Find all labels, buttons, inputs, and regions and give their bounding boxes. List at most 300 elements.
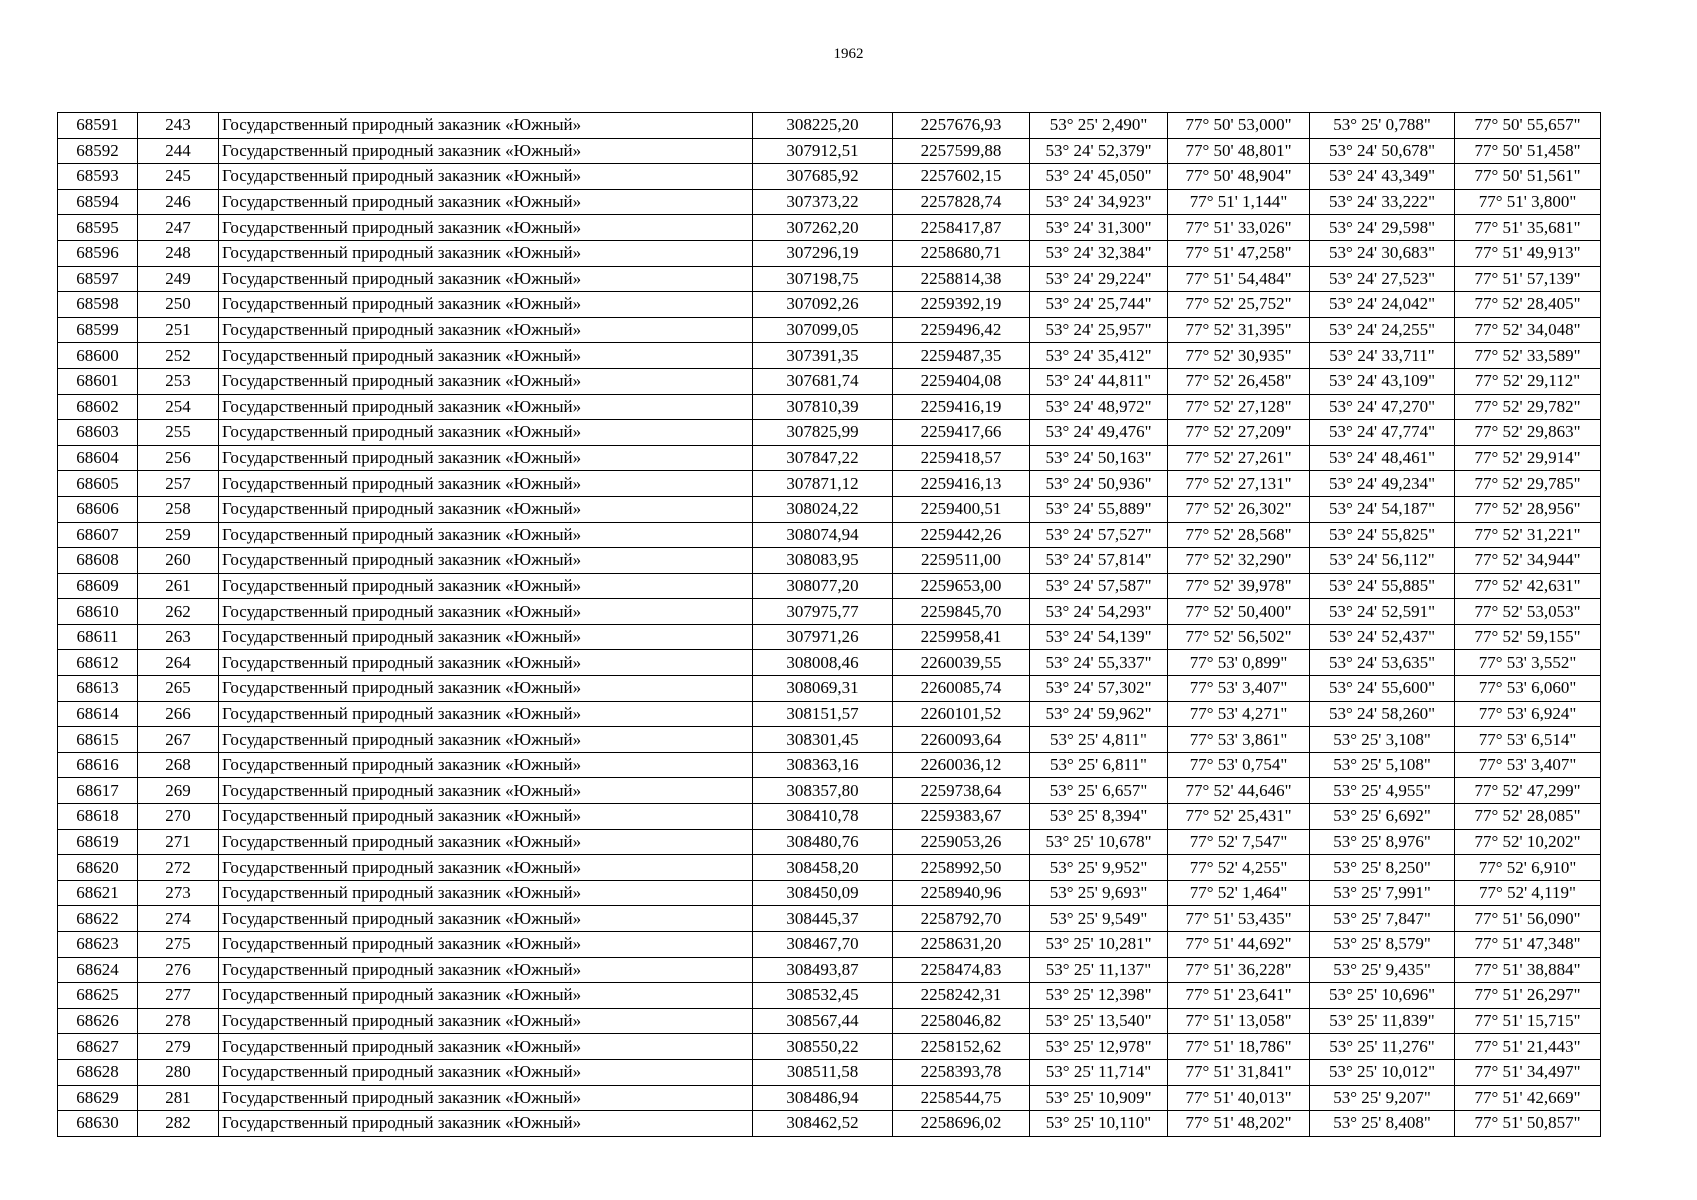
y-coordinate-cell: 2259738,64 — [893, 778, 1030, 804]
latitude-1-cell: 53° 24' 55,889" — [1030, 496, 1168, 522]
record-id-cell: 68598 — [58, 292, 138, 318]
latitude-1-cell: 53° 24' 31,300" — [1030, 215, 1168, 241]
reserve-name-cell: Государственный природный заказник «Южный» — [219, 138, 753, 164]
table-row — [58, 804, 1601, 830]
y-coordinate-cell: 2260101,52 — [893, 701, 1030, 727]
latitude-2-cell: 53° 24' 47,774" — [1310, 420, 1455, 446]
reserve-name-cell: Государственный природный заказник «Южный» — [219, 573, 753, 599]
record-id-cell: 68626 — [58, 1008, 138, 1034]
latitude-2-cell: 53° 25' 8,976" — [1310, 829, 1455, 855]
reserve-name-cell: Государственный природный заказник «Южный» — [219, 957, 753, 983]
record-id-cell: 68616 — [58, 752, 138, 778]
longitude-1-cell: 77° 53' 3,407" — [1168, 676, 1310, 702]
longitude-2-cell: 77° 50' 51,458" — [1455, 138, 1601, 164]
reserve-name-cell: Государственный природный заказник «Южный» — [219, 113, 753, 139]
table-row — [58, 496, 1601, 522]
record-id-cell: 68601 — [58, 368, 138, 394]
longitude-2-cell: 77° 51' 21,443" — [1455, 1034, 1601, 1060]
reserve-name-cell: Государственный природный заказник «Южный» — [219, 189, 753, 215]
y-coordinate-cell: 2259496,42 — [893, 317, 1030, 343]
point-number-cell: 243 — [138, 113, 219, 139]
table-row — [58, 138, 1601, 164]
reserve-name-cell: Государственный природный заказник «Южный» — [219, 164, 753, 190]
longitude-1-cell: 77° 53' 0,754" — [1168, 752, 1310, 778]
latitude-1-cell: 53° 24' 55,337" — [1030, 650, 1168, 676]
x-coordinate-cell: 308532,45 — [753, 983, 893, 1009]
longitude-1-cell: 77° 52' 44,646" — [1168, 778, 1310, 804]
latitude-1-cell: 53° 25' 12,398" — [1030, 983, 1168, 1009]
longitude-2-cell: 77° 51' 34,497" — [1455, 1059, 1601, 1085]
point-number-cell: 250 — [138, 292, 219, 318]
longitude-1-cell: 77° 50' 48,904" — [1168, 164, 1310, 190]
longitude-2-cell: 77° 52' 34,048" — [1455, 317, 1601, 343]
table-row — [58, 1034, 1601, 1060]
longitude-1-cell: 77° 52' 27,128" — [1168, 394, 1310, 420]
x-coordinate-cell: 307825,99 — [753, 420, 893, 446]
longitude-2-cell: 77° 52' 29,863" — [1455, 420, 1601, 446]
reserve-name-cell: Государственный природный заказник «Южный» — [219, 855, 753, 881]
table-row — [58, 727, 1601, 753]
longitude-2-cell: 77° 51' 3,800" — [1455, 189, 1601, 215]
longitude-2-cell: 77° 52' 28,405" — [1455, 292, 1601, 318]
latitude-1-cell: 53° 25' 10,110" — [1030, 1111, 1168, 1137]
reserve-name-cell: Государственный природный заказник «Южный» — [219, 368, 753, 394]
record-id-cell: 68604 — [58, 445, 138, 471]
table-row — [58, 1008, 1601, 1034]
longitude-1-cell: 77° 53' 3,861" — [1168, 727, 1310, 753]
record-id-cell: 68619 — [58, 829, 138, 855]
longitude-1-cell: 77° 52' 26,458" — [1168, 368, 1310, 394]
longitude-1-cell: 77° 51' 40,013" — [1168, 1085, 1310, 1111]
latitude-2-cell: 53° 24' 24,042" — [1310, 292, 1455, 318]
table-row — [58, 829, 1601, 855]
x-coordinate-cell: 308363,16 — [753, 752, 893, 778]
x-coordinate-cell: 308357,80 — [753, 778, 893, 804]
reserve-name-cell: Государственный природный заказник «Южный» — [219, 522, 753, 548]
table-row — [58, 701, 1601, 727]
table-row — [58, 855, 1601, 881]
point-number-cell: 252 — [138, 343, 219, 369]
latitude-2-cell: 53° 24' 50,678" — [1310, 138, 1455, 164]
x-coordinate-cell: 307391,35 — [753, 343, 893, 369]
y-coordinate-cell: 2260039,55 — [893, 650, 1030, 676]
longitude-1-cell: 77° 52' 30,935" — [1168, 343, 1310, 369]
reserve-name-cell: Государственный природный заказник «Южный» — [219, 650, 753, 676]
point-number-cell: 282 — [138, 1111, 219, 1137]
x-coordinate-cell: 308301,45 — [753, 727, 893, 753]
latitude-2-cell: 53° 24' 55,885" — [1310, 573, 1455, 599]
longitude-1-cell: 77° 52' 27,209" — [1168, 420, 1310, 446]
latitude-1-cell: 53° 25' 9,693" — [1030, 880, 1168, 906]
latitude-2-cell: 53° 25' 0,788" — [1310, 113, 1455, 139]
reserve-name-cell: Государственный природный заказник «Южный» — [219, 1034, 753, 1060]
latitude-1-cell: 53° 24' 54,139" — [1030, 624, 1168, 650]
y-coordinate-cell: 2258152,62 — [893, 1034, 1030, 1060]
point-number-cell: 271 — [138, 829, 219, 855]
longitude-2-cell: 77° 53' 3,407" — [1455, 752, 1601, 778]
record-id-cell: 68599 — [58, 317, 138, 343]
table-row — [58, 215, 1601, 241]
longitude-2-cell: 77° 51' 47,348" — [1455, 932, 1601, 958]
longitude-1-cell: 77° 52' 26,302" — [1168, 496, 1310, 522]
point-number-cell: 266 — [138, 701, 219, 727]
point-number-cell: 248 — [138, 240, 219, 266]
latitude-1-cell: 53° 25' 2,490" — [1030, 113, 1168, 139]
y-coordinate-cell: 2258940,96 — [893, 880, 1030, 906]
reserve-name-cell: Государственный природный заказник «Южный» — [219, 496, 753, 522]
point-number-cell: 273 — [138, 880, 219, 906]
longitude-1-cell: 77° 50' 53,000" — [1168, 113, 1310, 139]
y-coordinate-cell: 2259442,26 — [893, 522, 1030, 548]
y-coordinate-cell: 2259511,00 — [893, 548, 1030, 574]
latitude-2-cell: 53° 25' 8,408" — [1310, 1111, 1455, 1137]
point-number-cell: 249 — [138, 266, 219, 292]
table-row — [58, 343, 1601, 369]
latitude-1-cell: 53° 24' 32,384" — [1030, 240, 1168, 266]
record-id-cell: 68594 — [58, 189, 138, 215]
longitude-1-cell: 77° 51' 48,202" — [1168, 1111, 1310, 1137]
point-number-cell: 246 — [138, 189, 219, 215]
y-coordinate-cell: 2258046,82 — [893, 1008, 1030, 1034]
longitude-2-cell: 77° 52' 29,112" — [1455, 368, 1601, 394]
y-coordinate-cell: 2258474,83 — [893, 957, 1030, 983]
point-number-cell: 276 — [138, 957, 219, 983]
reserve-name-cell: Государственный природный заказник «Южный» — [219, 778, 753, 804]
record-id-cell: 68591 — [58, 113, 138, 139]
table-row — [58, 676, 1601, 702]
table-row — [58, 394, 1601, 420]
reserve-name-cell: Государственный природный заказник «Южный» — [219, 240, 753, 266]
y-coordinate-cell: 2260093,64 — [893, 727, 1030, 753]
longitude-1-cell: 77° 51' 1,144" — [1168, 189, 1310, 215]
longitude-2-cell: 77° 53' 6,514" — [1455, 727, 1601, 753]
point-number-cell: 260 — [138, 548, 219, 574]
longitude-1-cell: 77° 51' 33,026" — [1168, 215, 1310, 241]
x-coordinate-cell: 307685,92 — [753, 164, 893, 190]
reserve-name-cell: Государственный природный заказник «Южный» — [219, 548, 753, 574]
x-coordinate-cell: 308511,58 — [753, 1059, 893, 1085]
point-number-cell: 256 — [138, 445, 219, 471]
longitude-2-cell: 77° 51' 38,884" — [1455, 957, 1601, 983]
x-coordinate-cell: 307681,74 — [753, 368, 893, 394]
point-number-cell: 259 — [138, 522, 219, 548]
table-row — [58, 752, 1601, 778]
longitude-2-cell: 77° 52' 33,589" — [1455, 343, 1601, 369]
longitude-2-cell: 77° 51' 15,715" — [1455, 1008, 1601, 1034]
record-id-cell: 68617 — [58, 778, 138, 804]
reserve-name-cell: Государственный природный заказник «Южный» — [219, 317, 753, 343]
record-id-cell: 68603 — [58, 420, 138, 446]
longitude-2-cell: 77° 52' 34,944" — [1455, 548, 1601, 574]
latitude-1-cell: 53° 24' 25,957" — [1030, 317, 1168, 343]
x-coordinate-cell: 308077,20 — [753, 573, 893, 599]
reserve-name-cell: Государственный природный заказник «Южный» — [219, 727, 753, 753]
reserve-name-cell: Государственный природный заказник «Южный» — [219, 343, 753, 369]
record-id-cell: 68624 — [58, 957, 138, 983]
x-coordinate-cell: 308486,94 — [753, 1085, 893, 1111]
y-coordinate-cell: 2257599,88 — [893, 138, 1030, 164]
x-coordinate-cell: 308550,22 — [753, 1034, 893, 1060]
record-id-cell: 68620 — [58, 855, 138, 881]
x-coordinate-cell: 308493,87 — [753, 957, 893, 983]
latitude-2-cell: 53° 24' 55,825" — [1310, 522, 1455, 548]
y-coordinate-cell: 2259487,35 — [893, 343, 1030, 369]
point-number-cell: 258 — [138, 496, 219, 522]
record-id-cell: 68622 — [58, 906, 138, 932]
longitude-1-cell: 77° 52' 56,502" — [1168, 624, 1310, 650]
x-coordinate-cell: 308458,20 — [753, 855, 893, 881]
reserve-name-cell: Государственный природный заказник «Южный» — [219, 932, 753, 958]
reserve-name-cell: Государственный природный заказник «Южный» — [219, 599, 753, 625]
point-number-cell: 257 — [138, 471, 219, 497]
point-number-cell: 245 — [138, 164, 219, 190]
x-coordinate-cell: 308450,09 — [753, 880, 893, 906]
table-row — [58, 1111, 1601, 1137]
record-id-cell: 68608 — [58, 548, 138, 574]
x-coordinate-cell: 308410,78 — [753, 804, 893, 830]
latitude-1-cell: 53° 24' 59,962" — [1030, 701, 1168, 727]
x-coordinate-cell: 307975,77 — [753, 599, 893, 625]
y-coordinate-cell: 2259418,57 — [893, 445, 1030, 471]
reserve-name-cell: Государственный природный заказник «Южный» — [219, 804, 753, 830]
point-number-cell: 263 — [138, 624, 219, 650]
latitude-1-cell: 53° 24' 35,412" — [1030, 343, 1168, 369]
table-body — [58, 113, 1601, 1137]
x-coordinate-cell: 307099,05 — [753, 317, 893, 343]
table-row — [58, 164, 1601, 190]
record-id-cell: 68600 — [58, 343, 138, 369]
latitude-1-cell: 53° 24' 57,587" — [1030, 573, 1168, 599]
table-row — [58, 599, 1601, 625]
latitude-2-cell: 53° 24' 53,635" — [1310, 650, 1455, 676]
reserve-name-cell: Государственный природный заказник «Южный» — [219, 880, 753, 906]
y-coordinate-cell: 2258393,78 — [893, 1059, 1030, 1085]
point-number-cell: 265 — [138, 676, 219, 702]
table-row — [58, 650, 1601, 676]
longitude-1-cell: 77° 52' 7,547" — [1168, 829, 1310, 855]
longitude-2-cell: 77° 52' 47,299" — [1455, 778, 1601, 804]
table-row — [58, 573, 1601, 599]
reserve-name-cell: Государственный природный заказник «Южный» — [219, 1008, 753, 1034]
record-id-cell: 68610 — [58, 599, 138, 625]
x-coordinate-cell: 308480,76 — [753, 829, 893, 855]
point-number-cell: 253 — [138, 368, 219, 394]
latitude-2-cell: 53° 24' 43,349" — [1310, 164, 1455, 190]
latitude-2-cell: 53° 25' 7,847" — [1310, 906, 1455, 932]
point-number-cell: 280 — [138, 1059, 219, 1085]
table-row — [58, 932, 1601, 958]
longitude-2-cell: 77° 53' 6,924" — [1455, 701, 1601, 727]
record-id-cell: 68630 — [58, 1111, 138, 1137]
longitude-2-cell: 77° 52' 31,221" — [1455, 522, 1601, 548]
record-id-cell: 68612 — [58, 650, 138, 676]
point-number-cell: 272 — [138, 855, 219, 881]
longitude-2-cell: 77° 52' 6,910" — [1455, 855, 1601, 881]
reserve-name-cell: Государственный природный заказник «Южный» — [219, 292, 753, 318]
latitude-2-cell: 53° 25' 9,207" — [1310, 1085, 1455, 1111]
longitude-1-cell: 77° 52' 25,752" — [1168, 292, 1310, 318]
longitude-1-cell: 77° 50' 48,801" — [1168, 138, 1310, 164]
x-coordinate-cell: 308567,44 — [753, 1008, 893, 1034]
x-coordinate-cell: 307912,51 — [753, 138, 893, 164]
latitude-1-cell: 53° 24' 48,972" — [1030, 394, 1168, 420]
y-coordinate-cell: 2258992,50 — [893, 855, 1030, 881]
point-number-cell: 278 — [138, 1008, 219, 1034]
y-coordinate-cell: 2259416,19 — [893, 394, 1030, 420]
reserve-name-cell: Государственный природный заказник «Южный» — [219, 471, 753, 497]
latitude-2-cell: 53° 25' 8,579" — [1310, 932, 1455, 958]
longitude-1-cell: 77° 53' 4,271" — [1168, 701, 1310, 727]
latitude-1-cell: 53° 24' 45,050" — [1030, 164, 1168, 190]
y-coordinate-cell: 2257676,93 — [893, 113, 1030, 139]
latitude-2-cell: 53° 24' 55,600" — [1310, 676, 1455, 702]
latitude-1-cell: 53° 24' 54,293" — [1030, 599, 1168, 625]
record-id-cell: 68621 — [58, 880, 138, 906]
latitude-2-cell: 53° 25' 5,108" — [1310, 752, 1455, 778]
latitude-2-cell: 53° 24' 27,523" — [1310, 266, 1455, 292]
latitude-2-cell: 53° 25' 3,108" — [1310, 727, 1455, 753]
latitude-1-cell: 53° 25' 10,678" — [1030, 829, 1168, 855]
longitude-1-cell: 77° 52' 31,395" — [1168, 317, 1310, 343]
record-id-cell: 68627 — [58, 1034, 138, 1060]
point-number-cell: 261 — [138, 573, 219, 599]
longitude-2-cell: 77° 52' 59,155" — [1455, 624, 1601, 650]
x-coordinate-cell: 307373,22 — [753, 189, 893, 215]
longitude-1-cell: 77° 52' 32,290" — [1168, 548, 1310, 574]
point-number-cell: 267 — [138, 727, 219, 753]
reserve-name-cell: Государственный природный заказник «Южный» — [219, 906, 753, 932]
latitude-1-cell: 53° 25' 13,540" — [1030, 1008, 1168, 1034]
reserve-name-cell: Государственный природный заказник «Южный» — [219, 1059, 753, 1085]
latitude-2-cell: 53° 24' 58,260" — [1310, 701, 1455, 727]
latitude-1-cell: 53° 25' 6,657" — [1030, 778, 1168, 804]
y-coordinate-cell: 2259416,13 — [893, 471, 1030, 497]
longitude-2-cell: 77° 50' 51,561" — [1455, 164, 1601, 190]
table-row — [58, 445, 1601, 471]
latitude-2-cell: 53° 25' 4,955" — [1310, 778, 1455, 804]
y-coordinate-cell: 2258544,75 — [893, 1085, 1030, 1111]
longitude-2-cell: 77° 53' 3,552" — [1455, 650, 1601, 676]
longitude-2-cell: 77° 50' 55,657" — [1455, 113, 1601, 139]
point-number-cell: 269 — [138, 778, 219, 804]
coordinates-table — [57, 112, 1601, 1137]
record-id-cell: 68602 — [58, 394, 138, 420]
longitude-1-cell: 77° 52' 28,568" — [1168, 522, 1310, 548]
point-number-cell: 262 — [138, 599, 219, 625]
latitude-2-cell: 53° 24' 49,234" — [1310, 471, 1455, 497]
longitude-2-cell: 77° 51' 56,090" — [1455, 906, 1601, 932]
longitude-2-cell: 77° 51' 57,139" — [1455, 266, 1601, 292]
latitude-1-cell: 53° 24' 49,476" — [1030, 420, 1168, 446]
longitude-2-cell: 77° 52' 42,631" — [1455, 573, 1601, 599]
latitude-1-cell: 53° 25' 8,394" — [1030, 804, 1168, 830]
point-number-cell: 264 — [138, 650, 219, 676]
latitude-1-cell: 53° 25' 10,909" — [1030, 1085, 1168, 1111]
table-row — [58, 522, 1601, 548]
table-row — [58, 983, 1601, 1009]
latitude-1-cell: 53° 25' 10,281" — [1030, 932, 1168, 958]
y-coordinate-cell: 2260085,74 — [893, 676, 1030, 702]
x-coordinate-cell: 307810,39 — [753, 394, 893, 420]
longitude-2-cell: 77° 51' 35,681" — [1455, 215, 1601, 241]
y-coordinate-cell: 2257828,74 — [893, 189, 1030, 215]
longitude-1-cell: 77° 52' 25,431" — [1168, 804, 1310, 830]
table-row — [58, 906, 1601, 932]
latitude-2-cell: 53° 24' 33,222" — [1310, 189, 1455, 215]
longitude-1-cell: 77° 51' 47,258" — [1168, 240, 1310, 266]
x-coordinate-cell: 307847,22 — [753, 445, 893, 471]
longitude-1-cell: 77° 53' 0,899" — [1168, 650, 1310, 676]
latitude-2-cell: 53° 24' 54,187" — [1310, 496, 1455, 522]
longitude-2-cell: 77° 52' 53,053" — [1455, 599, 1601, 625]
table-row — [58, 189, 1601, 215]
latitude-2-cell: 53° 24' 30,683" — [1310, 240, 1455, 266]
y-coordinate-cell: 2259053,26 — [893, 829, 1030, 855]
latitude-1-cell: 53° 25' 12,978" — [1030, 1034, 1168, 1060]
record-id-cell: 68595 — [58, 215, 138, 241]
point-number-cell: 247 — [138, 215, 219, 241]
longitude-1-cell: 77° 51' 18,786" — [1168, 1034, 1310, 1060]
latitude-2-cell: 53° 25' 10,696" — [1310, 983, 1455, 1009]
longitude-2-cell: 77° 53' 6,060" — [1455, 676, 1601, 702]
y-coordinate-cell: 2259845,70 — [893, 599, 1030, 625]
latitude-1-cell: 53° 24' 52,379" — [1030, 138, 1168, 164]
x-coordinate-cell: 307296,19 — [753, 240, 893, 266]
record-id-cell: 68618 — [58, 804, 138, 830]
reserve-name-cell: Государственный природный заказник «Южный» — [219, 394, 753, 420]
longitude-2-cell: 77° 51' 42,669" — [1455, 1085, 1601, 1111]
record-id-cell: 68593 — [58, 164, 138, 190]
point-number-cell: 279 — [138, 1034, 219, 1060]
longitude-2-cell: 77° 51' 26,297" — [1455, 983, 1601, 1009]
latitude-2-cell: 53° 24' 29,598" — [1310, 215, 1455, 241]
record-id-cell: 68614 — [58, 701, 138, 727]
latitude-1-cell: 53° 24' 25,744" — [1030, 292, 1168, 318]
latitude-2-cell: 53° 24' 52,437" — [1310, 624, 1455, 650]
latitude-1-cell: 53° 25' 11,714" — [1030, 1059, 1168, 1085]
latitude-1-cell: 53° 24' 50,936" — [1030, 471, 1168, 497]
y-coordinate-cell: 2258814,38 — [893, 266, 1030, 292]
reserve-name-cell: Государственный природный заказник «Южный» — [219, 624, 753, 650]
table-row — [58, 624, 1601, 650]
latitude-1-cell: 53° 25' 9,952" — [1030, 855, 1168, 881]
table-row — [58, 778, 1601, 804]
record-id-cell: 68592 — [58, 138, 138, 164]
table-row — [58, 471, 1601, 497]
longitude-1-cell: 77° 52' 27,131" — [1168, 471, 1310, 497]
latitude-2-cell: 53° 25' 11,839" — [1310, 1008, 1455, 1034]
latitude-2-cell: 53° 24' 47,270" — [1310, 394, 1455, 420]
record-id-cell: 68607 — [58, 522, 138, 548]
x-coordinate-cell: 308225,20 — [753, 113, 893, 139]
latitude-2-cell: 53° 24' 56,112" — [1310, 548, 1455, 574]
point-number-cell: 251 — [138, 317, 219, 343]
longitude-2-cell: 77° 51' 50,857" — [1455, 1111, 1601, 1137]
y-coordinate-cell: 2259653,00 — [893, 573, 1030, 599]
latitude-1-cell: 53° 24' 29,224" — [1030, 266, 1168, 292]
y-coordinate-cell: 2259400,51 — [893, 496, 1030, 522]
y-coordinate-cell: 2259392,19 — [893, 292, 1030, 318]
x-coordinate-cell: 307871,12 — [753, 471, 893, 497]
x-coordinate-cell: 307092,26 — [753, 292, 893, 318]
reserve-name-cell: Государственный природный заказник «Южный» — [219, 676, 753, 702]
y-coordinate-cell: 2260036,12 — [893, 752, 1030, 778]
y-coordinate-cell: 2259417,66 — [893, 420, 1030, 446]
latitude-1-cell: 53° 24' 57,302" — [1030, 676, 1168, 702]
latitude-1-cell: 53° 25' 4,811" — [1030, 727, 1168, 753]
point-number-cell: 281 — [138, 1085, 219, 1111]
reserve-name-cell: Государственный природный заказник «Южный» — [219, 1085, 753, 1111]
